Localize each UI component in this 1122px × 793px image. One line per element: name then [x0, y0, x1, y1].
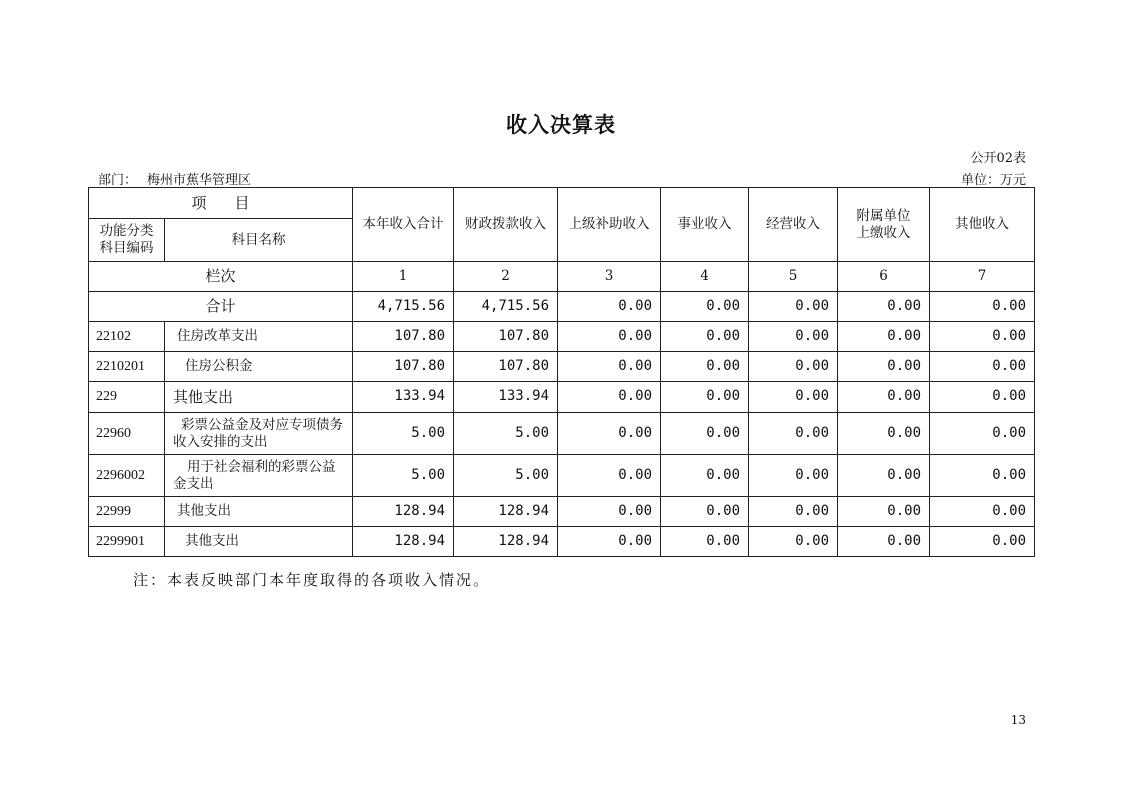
row-value: 0.00: [661, 352, 749, 382]
row-value: 0.00: [930, 322, 1035, 352]
row-value: 107.80: [454, 352, 558, 382]
form-number: 公开02表: [970, 151, 1026, 166]
column-index: 7: [930, 262, 1035, 292]
column-index: 6: [838, 262, 930, 292]
row-code: 229: [89, 382, 165, 413]
row-value: 0.00: [558, 352, 661, 382]
row-value: 0.00: [661, 413, 749, 455]
table-row: [89, 382, 1035, 413]
row-value: 0.00: [749, 413, 838, 455]
department-line: [98, 169, 251, 188]
total-value: 0.00: [838, 292, 930, 322]
row-value: 0.00: [558, 413, 661, 455]
table-row: [89, 322, 1035, 352]
row-value: 0.00: [661, 322, 749, 352]
row-value: 0.00: [749, 497, 838, 527]
row-value: 0.00: [749, 455, 838, 497]
row-value: 107.80: [454, 322, 558, 352]
row-value: 0.00: [558, 382, 661, 413]
row-value: 0.00: [930, 527, 1035, 557]
header-item: 项 目: [89, 188, 353, 219]
total-value: 0.00: [930, 292, 1035, 322]
row-code: 22102: [89, 322, 165, 352]
department-label: 部门：: [98, 173, 138, 188]
total-value: 4,715.56: [454, 292, 558, 322]
column-header: 其他收入: [930, 188, 1035, 262]
row-code: 2299901: [89, 527, 165, 557]
column-index: 4: [661, 262, 749, 292]
total-value: 0.00: [558, 292, 661, 322]
row-value: 133.94: [353, 382, 454, 413]
row-value: 0.00: [838, 455, 930, 497]
row-value: 0.00: [930, 455, 1035, 497]
row-value: 0.00: [838, 497, 930, 527]
column-index-label: 栏次: [89, 262, 353, 292]
row-value: 0.00: [558, 527, 661, 557]
row-value: 5.00: [454, 413, 558, 455]
row-value: 0.00: [749, 382, 838, 413]
row-value: 0.00: [558, 322, 661, 352]
column-header: 财政拨款收入: [454, 188, 558, 262]
row-name: 其他支出: [165, 382, 353, 413]
column-header: 本年收入合计: [353, 188, 454, 262]
row-value: 0.00: [661, 455, 749, 497]
row-value: 107.80: [353, 322, 454, 352]
row-value: 0.00: [661, 497, 749, 527]
row-value: 5.00: [353, 455, 454, 497]
total-value: 4,715.56: [353, 292, 454, 322]
table-row: [89, 497, 1035, 527]
row-code: 22999: [89, 497, 165, 527]
unit-label: 单位：万元: [960, 173, 1026, 188]
row-value: 0.00: [749, 322, 838, 352]
row-value: 0.00: [749, 352, 838, 382]
column-header: 附属单位上缴收入: [838, 188, 930, 262]
header-name: 科目名称: [165, 219, 353, 262]
column-index: 2: [454, 262, 558, 292]
page-number: 13: [1010, 713, 1026, 727]
header-code: 功能分类科目编码: [89, 219, 165, 262]
column-index: 3: [558, 262, 661, 292]
column-index: 1: [353, 262, 454, 292]
row-value: 0.00: [838, 322, 930, 352]
total-value: 0.00: [749, 292, 838, 322]
row-code: 2296002: [89, 455, 165, 497]
row-value: 0.00: [930, 413, 1035, 455]
row-value: 133.94: [454, 382, 558, 413]
row-value: 0.00: [558, 497, 661, 527]
row-code: 2210201: [89, 352, 165, 382]
row-value: 0.00: [661, 527, 749, 557]
column-header: 经营收入: [749, 188, 838, 262]
row-value: 0.00: [930, 382, 1035, 413]
department-name: 梅州市蕉华管理区: [147, 173, 252, 188]
row-name: 住房公积金: [165, 352, 353, 382]
row-value: 107.80: [353, 352, 454, 382]
column-header: 事业收入: [661, 188, 749, 262]
row-value: 128.94: [353, 527, 454, 557]
row-value: 0.00: [558, 455, 661, 497]
page-title: 收入决算表: [506, 112, 616, 137]
row-value: 0.00: [838, 382, 930, 413]
row-value: 0.00: [749, 527, 838, 557]
table-row: [89, 527, 1035, 557]
total-label: 合计: [89, 292, 353, 322]
row-value: 0.00: [838, 352, 930, 382]
table-row: [89, 413, 1035, 455]
total-value: 0.00: [661, 292, 749, 322]
footnote: 注：本表反映部门本年度取得的各项收入情况。: [133, 571, 491, 589]
income-statement-table: [88, 187, 1035, 557]
row-value: 5.00: [353, 413, 454, 455]
row-value: 5.00: [454, 455, 558, 497]
column-header: 上级补助收入: [558, 188, 661, 262]
row-value: 0.00: [930, 497, 1035, 527]
table-row: [89, 352, 1035, 382]
table-row: [89, 455, 1035, 497]
column-index: 5: [749, 262, 838, 292]
row-value: 0.00: [838, 527, 930, 557]
row-value: 128.94: [353, 497, 454, 527]
row-value: 0.00: [838, 413, 930, 455]
row-name: 彩票公益金及对应专项债务收入安排的支出: [165, 413, 353, 455]
row-name: 其他支出: [165, 527, 353, 557]
row-name: 其他支出: [165, 497, 353, 527]
row-name: 用于社会福利的彩票公益金支出: [165, 455, 353, 497]
row-name: 住房改革支出: [165, 322, 353, 352]
total-row: [89, 292, 1035, 322]
row-value: 128.94: [454, 527, 558, 557]
row-value: 0.00: [930, 352, 1035, 382]
row-code: 22960: [89, 413, 165, 455]
row-value: 0.00: [661, 382, 749, 413]
row-value: 128.94: [454, 497, 558, 527]
